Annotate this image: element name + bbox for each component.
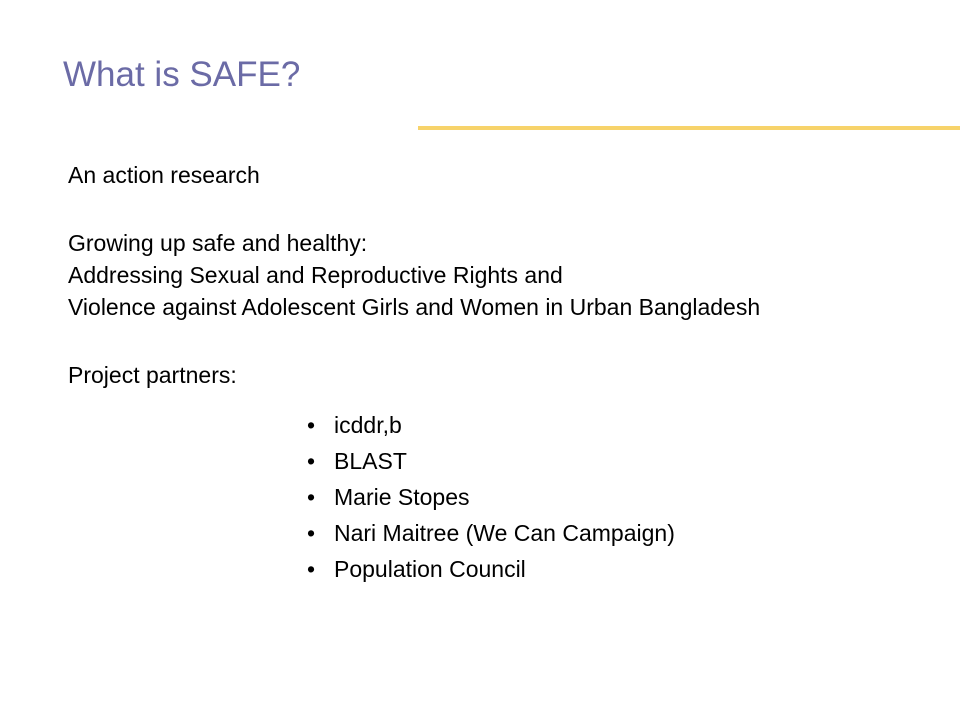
partner-name: Nari Maitree (We Can Campaign) <box>334 520 675 546</box>
partner-name: BLAST <box>334 448 407 474</box>
spacer <box>68 323 760 359</box>
bullet-icon: • <box>307 556 316 582</box>
slide-title: What is SAFE? <box>63 55 301 94</box>
project-title-line-2: Addressing Sexual and Reproductive Rights and <box>68 262 563 288</box>
bullet-icon: • <box>307 520 316 546</box>
list-item <box>305 551 675 587</box>
title-underline <box>418 126 960 130</box>
project-title-line-3: Violence against Adolescent Girls and Women in Urban Bangladesh <box>68 294 761 320</box>
slide-body <box>68 159 760 391</box>
partner-name: Population Council <box>334 556 526 582</box>
list-item <box>305 515 675 551</box>
bullet-icon: • <box>307 484 316 510</box>
partners-heading: Project partners: <box>68 362 237 388</box>
partner-name: icddr,b <box>334 412 402 438</box>
list-item <box>305 443 675 479</box>
bullet-icon: • <box>307 412 316 438</box>
bullet-icon: • <box>307 448 316 474</box>
subtitle: An action research <box>68 162 260 188</box>
list-item <box>305 479 675 515</box>
project-title-line-1: Growing up safe and healthy: <box>68 230 368 256</box>
spacer <box>68 191 760 227</box>
partner-name: Marie Stopes <box>334 484 470 510</box>
partners-list <box>305 407 675 587</box>
list-item <box>305 407 675 443</box>
